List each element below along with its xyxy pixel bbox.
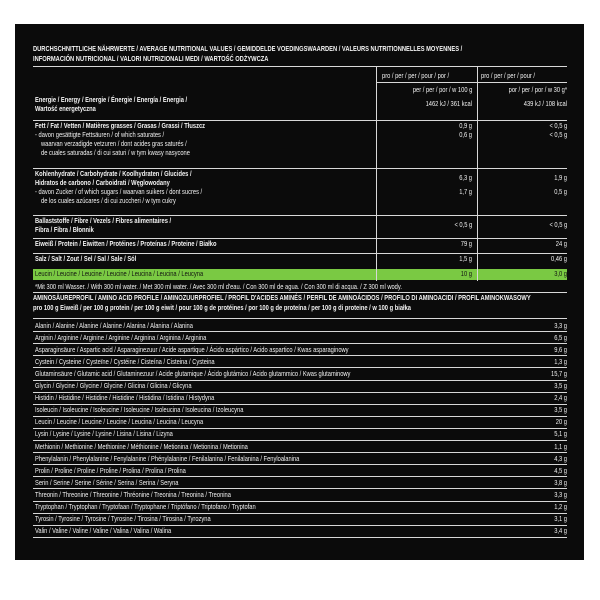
nutrient-value-serving: 0,46 g <box>551 254 567 263</box>
nutrient-sub-value-100g: 0,6 g <box>459 130 472 139</box>
amino-acid-value: 4,3 g <box>554 453 567 463</box>
nutrient-value-100g: 0,9 g <box>459 121 472 130</box>
nutrient-value-serving: 24 g <box>555 239 567 248</box>
nutrient-sub-value-serving: < 0,5 g <box>549 130 567 139</box>
nutrient-label-cont: Hidratos de carbono / Carboidrati / Węglowodany <box>35 178 170 187</box>
nutrient-value-serving: 1,9 g <box>554 173 567 182</box>
amino-acid-name: Alanin / Alanine / Alanine / Alanine / Alanina / Alanina / Alanina <box>35 320 193 330</box>
amino-acid-value: 4,5 g <box>554 465 567 475</box>
amino-acid-name: Lysin / Lysine / Lysine / Lysine / Lisina / Lisina / Lizyna <box>35 429 173 439</box>
nutrient-sublabel: - davon gesättigte Fettsäuren / of which saturates / <box>35 130 165 139</box>
nutrient-value-100g: 6,3 g <box>459 173 472 182</box>
amino-row-divider <box>33 537 567 538</box>
nutrient-label: Fett / Fat / Vetten / Matières grasses / Grasas / Grassi / Tłuszcz <box>35 121 206 130</box>
nutrient-label: Energie / Energy / Energie / Énergie / Energía / Energia / <box>35 95 188 104</box>
amino-profile-subtitle: pro 100 g Eiweiß / per 100 g protein / per 100 g eiwit / pour 100 g de protéines / por 100 g de proteína / per 100 g di proteine / w 100 g białka <box>33 303 412 312</box>
nutrient-value-serving: < 0,5 g <box>549 220 567 229</box>
nutrient-label: Salz / Salt / Zout / Sel / Sal / Sale / Sól <box>35 254 137 263</box>
amino-header-divider <box>33 318 567 319</box>
amino-acid-value: 3,1 g <box>554 514 567 524</box>
amino-acid-value: 3,8 g <box>554 477 567 487</box>
amino-acid-value: 1,2 g <box>554 502 567 511</box>
amino-acid-value: 20 g <box>555 417 567 427</box>
amino-acid-name: Methionin / Methionine / Methionine / Méthionine / Metionina / Metionina / Metionina <box>35 441 248 451</box>
nutrient-label: Kohlenhydrate / Carbohydrate / Koolhydraten / Glucides / <box>35 169 192 178</box>
amino-acid-value: 6,5 g <box>554 332 567 342</box>
col-divider-right <box>477 66 478 281</box>
nutrient-value-serving: 3,0 g <box>554 269 567 278</box>
nutrition-row-divider <box>33 253 567 254</box>
amino-acid-name: Isoleucin / Isoleucine / Isoleucine / Isoleucine / Isoleucina / Isoleucina / Izoleucyna <box>35 405 244 415</box>
amino-acid-name: Tryptophan / Tryptophan / Tryptofaan / Tryptophane / Triptófano / Triptofano / Tryptofan <box>35 502 256 511</box>
amino-acid-name: Tyrosin / Tyrosine / Tyrosine / Tyrosine / Tirosina / Tirosina / Tyrozyna <box>35 514 211 524</box>
amino-acid-name: Leucin / Leucine / Leucine / Leucine / Leucina / Leucina / Leucyna <box>35 417 204 427</box>
nutrient-label: Eiweiß / Protein / Eiwitten / Protéines / Proteínas / Proteine / Białko <box>35 239 217 248</box>
amino-acid-name: Serin / Serine / Serine / Sérine / Serina / Serina / Seryna <box>35 477 179 487</box>
per-serving-header-line1: pro / per / per / pour / <box>481 71 536 80</box>
amino-acid-value: 5,1 g <box>554 429 567 439</box>
amino-acid-value: 2,4 g <box>554 393 567 403</box>
title-divider <box>33 66 567 67</box>
col-divider-left <box>376 66 377 281</box>
nutrient-sublabel-cont: de cuales saturadas / di cui saturi / w tym kwasy nasycone <box>41 148 190 157</box>
nutrient-label-cont: Wartość energetyczna <box>35 104 96 113</box>
nutrient-label-cont: Fibra / Fibra / Błonnik <box>35 225 94 234</box>
nutrient-label: Ballaststoffe / Fibre / Vezels / Fibres alimentaires / <box>35 216 172 225</box>
amino-acid-value: 1,3 g <box>554 356 567 366</box>
amino-acid-value: 3,5 g <box>554 381 567 390</box>
nutrient-value-100g: 1,5 g <box>459 254 472 263</box>
nutrient-sub-value-100g: 1,7 g <box>459 187 472 196</box>
nutrient-label: Leucin / Leucine / Leucine / Leucine / Leucina / Leucina / Leucyna <box>35 269 204 278</box>
header-divider <box>376 82 567 83</box>
amino-acid-value: 3,4 g <box>554 526 567 536</box>
amino-acid-value: 3,3 g <box>554 489 567 499</box>
nutrient-value-100g: 79 g <box>460 239 472 248</box>
amino-acid-name: Glutaminsäure / Glutamic acid / Glutaminezuur / Acide glutamique / Ácido glutámico / Acido glutammico / Kwas glutaminowy <box>35 368 351 378</box>
nutrient-sublabel-cont: de los cuales azúcares / di cui zuccheri / w tym cukry <box>41 196 176 205</box>
amino-acid-name: Phenylalanin / Phenylalanine / Fenylalanine / Phénylalanine / Fenilalanina / Fenilalanina / Fenyloalanina <box>35 453 300 463</box>
per-100g-header-line1: pro / per / per / pour / por / <box>382 71 450 80</box>
amino-row-divider <box>33 488 567 489</box>
amino-acid-value: 3,5 g <box>554 405 567 415</box>
amino-acid-name: Histidin / Histidine / Histidine / Histidine / Histidina / Istidina / Histydyna <box>35 393 215 403</box>
nutrient-sublabel: - davon Zucker / of which sugars / waarvan suikers / dont sucres / <box>35 187 203 196</box>
nutrient-sublabel-cont: waarvan verzadigde vetzuren / dont acides gras saturés / <box>41 139 187 148</box>
nutrient-value-serving: < 0,5 g <box>549 121 567 130</box>
amino-acid-value: 9,6 g <box>554 344 567 354</box>
nutrient-sub-value-serving: 0,5 g <box>554 187 567 196</box>
amino-acid-name: Asparaginsäure / Aspartic acid / Asparaginezuur / Acide aspartique / Ácido aspártico / Acido aspartico / Kwas asparaginowy <box>35 344 349 354</box>
amino-acid-name: Prolin / Proline / Proline / Proline / Prolina / Prolina / Prolina <box>35 465 186 475</box>
amino-acid-value: 3,3 g <box>554 320 567 330</box>
amino-acid-name: Cystein / Cysteine / Cysteïne / Cystéine / Cisteína / Cisteina / Cysteina <box>35 356 215 366</box>
nutrient-value-100g: 1462 kJ / 361 kcal <box>425 99 472 108</box>
amino-row-divider <box>33 367 567 368</box>
amino-acid-name: Glycin / Glycine / Glycine / Glycine / Glicina / Glicina / Glicyna <box>35 381 192 390</box>
amino-acid-value: 1,1 g <box>554 441 567 451</box>
nutrient-value-serving: 439 kJ / 108 kcal <box>523 99 567 108</box>
amino-acid-name: Arginin / Arginine / Arginine / Arginine / Arginina / Arginina / Arginina <box>35 332 207 342</box>
per-serving-header-line2: por / per / por / w 30 g* <box>508 85 567 94</box>
amino-acid-name: Valin / Valine / Valine / Valine / Valina / Valina / Walina <box>35 526 172 536</box>
nutrient-value-100g: 10 g <box>460 269 472 278</box>
amino-acid-value: 15,7 g <box>551 368 567 378</box>
table-title-line2: INFORMACIÓN NUTRICIONAL / VALORI NUTRIZIONALI MEDI / WARTOŚĆ ODŻYWCZA <box>33 54 269 63</box>
amino-profile-title: AMINOSÄUREPROFIL / AMINO ACID PROFILE / AMINOZUURPROFIEL / PROFIL D'ACIDES AMINÉS / PERFIL DE AMINOÁCIDOS / PROFILO DI AMINOACIDI / PROFIL AMINOKWASOWY <box>33 293 531 302</box>
serving-footnote: *Mit 300 ml Wasser. / With 300 ml water. / Met 300 ml water. / Avec 300 ml d'eau. / Con 300 ml de agua. / Con 300 ml di acqua. / Z 300 ml wody. <box>35 282 402 291</box>
nutrient-value-100g: < 0,5 g <box>454 220 472 229</box>
amino-acid-name: Threonin / Threonine / Threonine / Thréonine / Treonina / Treonina / Treonina <box>35 489 231 499</box>
per-100g-header-line2: per / per / por / w 100 g <box>412 85 472 94</box>
table-title-line1: DURCHSCHNITTLICHE NÄHRWERTE / AVERAGE NUTRITIONAL VALUES / GEMIDDELDE VOEDINGSWAARDEN / VALEURS NUTRITIONNELLES MOYENNES / <box>33 44 463 53</box>
